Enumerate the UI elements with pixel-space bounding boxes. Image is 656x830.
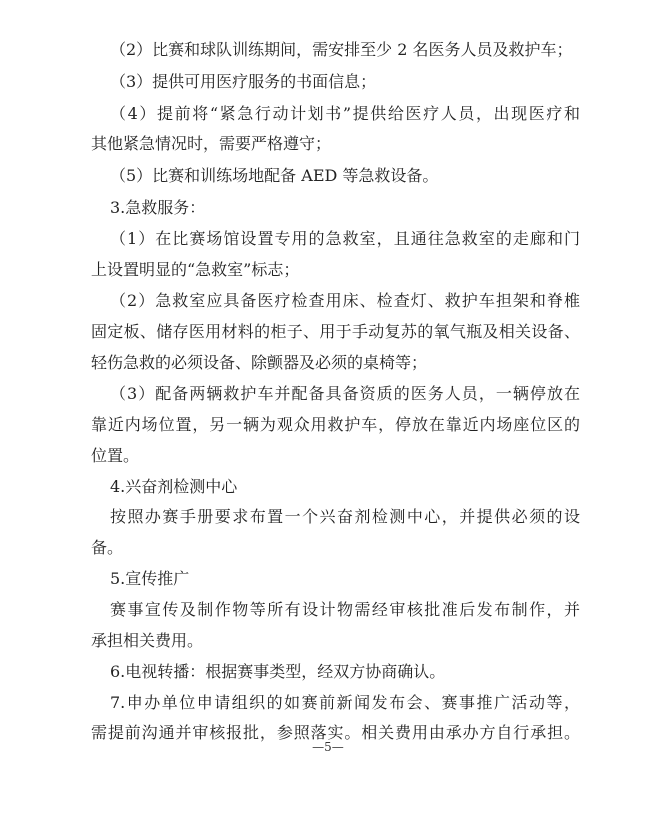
paragraph-line: 位置。 [91,446,140,465]
section-heading: 6.电视转播：根据赛事类型，经双方协商确认。 [110,662,446,681]
paragraph-line: （2）比赛和球队训练期间，需安排至少 2 名医务人员及救护车； [110,40,573,59]
section-heading: 4.兴奋剂检测中心 [110,477,238,496]
paragraph-line: 轻伤急救的必须设备、除颤器及必须的桌椅等； [91,353,428,372]
paragraph-line: （3）提供可用医疗服务的书面信息； [110,72,377,91]
section-heading: 3.急救服务： [110,198,206,217]
paragraph-line: （4）提前将“紧急行动计划书”提供给医疗人员，出现医疗和 [110,104,580,123]
paragraph-line: （5）比赛和训练场地配备 AED 等急救设备。 [110,166,439,185]
paragraph-line: 备。 [91,538,124,557]
section-heading: 5.宣传推广 [110,569,190,588]
paragraph-line: 上设置明显的“急救室”标志； [91,260,300,279]
paragraph-line: 承担相关费用。 [91,631,204,650]
paragraph-line: 需提前沟通并审核报批，参照落实。相关费用由承办方自行承担。 [91,723,580,742]
paragraph-line: 按照办赛手册要求布置一个兴奋剂检测中心，并提供必须的设 [110,507,580,526]
paragraph-line: 靠近内场位置，另一辆为观众用救护车，停放在靠近内场座位区的 [91,415,580,434]
paragraph-line: 赛事宣传及制作物等所有设计物需经审核批准后发布制作，并 [110,600,580,619]
page-number: —5— [312,740,344,754]
paragraph-line: 7.申办单位申请组织的如赛前新闻发布会、赛事推广活动等， [110,693,580,712]
paragraph-line: 固定板、储存医用材料的柜子、用于手动复苏的氧气瓶及相关设备、 [91,322,580,341]
paragraph-line: （3）配备两辆救护车并配备具备资质的医务人员，一辆停放在 [110,384,580,403]
paragraph-line: （1）在比赛场馆设置专用的急救室，且通往急救室的走廊和门 [110,229,580,248]
paragraph-line: （2）急救室应具备医疗检查用床、检查灯、救护车担架和脊椎 [110,291,580,310]
paragraph-line: 其他紧急情况时，需要严格遵守； [91,134,332,153]
